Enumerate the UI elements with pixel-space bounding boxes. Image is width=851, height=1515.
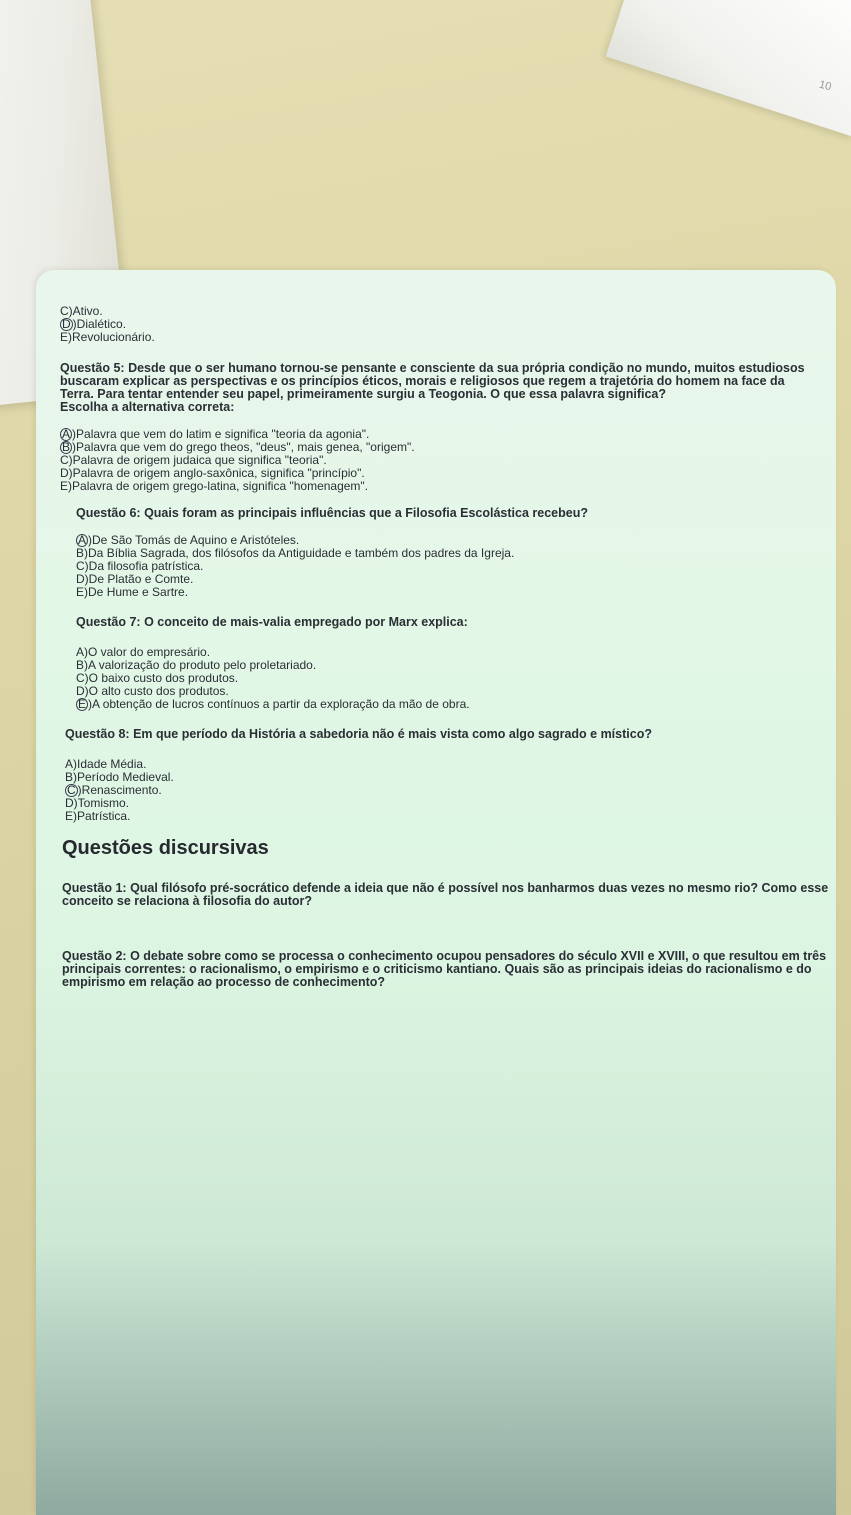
question-7-options <box>76 646 840 711</box>
option-text: Revolucionário. <box>72 330 155 344</box>
option-letter: B <box>65 770 74 784</box>
q5-option-b: B )Palavra que vem do grego theos, "deus", mais genea, "origem". <box>62 440 415 454</box>
option-text: Palavra de origem judaica que significa "teoria". <box>72 453 327 467</box>
option-text: Idade Média. <box>77 757 147 771</box>
option-text: Dialético. <box>76 317 127 331</box>
option-letter: B <box>76 546 85 560</box>
discursive-heading: Questões discursivas <box>62 837 269 859</box>
q6-option-e: E)De Hume e Sartre. <box>76 585 189 599</box>
option-text: O baixo custo dos produtos. <box>88 671 239 685</box>
option-letter: E <box>60 330 69 344</box>
q7-option-b: B)A valorização do produto pelo proletariado. <box>76 658 317 672</box>
option-letter: B <box>76 658 85 672</box>
option-text: Patrística. <box>77 809 131 823</box>
exam-content <box>50 305 840 989</box>
q8-option-a: A)Idade Média. <box>65 757 147 771</box>
discursive-question-1: Questão 1: Qual filósofo pré-socrático defende a ideia que não é possível nos banharmos duas vezes no mesmo rio? Como esse conceito se relaciona à filosofia do autor? <box>62 881 829 908</box>
question-5-title: Questão 5: Desde que o ser humano tornou-se pensante e consciente da sua própria condição no mundo, muitos estudiosos buscaram explicar as perspectivas e os princípios éticos, morais e religiosos que regem a trajetória do homem na face da Terra. Para tentar entender seu papel, primeiramente surgiu a Teogonia. O que essa palavra significa? <box>60 361 805 401</box>
q7-option-c: C)O baixo custo dos produtos. <box>76 671 239 685</box>
question-5-options <box>60 428 810 493</box>
option-text: Palavra que vem do grego theos, "deus", mais genea, "origem". <box>76 440 415 454</box>
question-7 <box>76 616 840 711</box>
q7-option-d: D)O alto custo dos produtos. <box>76 684 229 698</box>
question-5 <box>60 362 810 493</box>
option-text: Palavra de origem anglo-saxônica, significa "princípio". <box>72 466 365 480</box>
option-letter: E <box>65 809 74 823</box>
option-text: De Hume e Sartre. <box>88 585 189 599</box>
option-letter: C <box>67 783 76 797</box>
option-letter: C <box>60 304 69 318</box>
option-letter: C <box>76 559 85 573</box>
q6-option-c: C)Da filosofia patrística. <box>76 559 204 573</box>
option-text: O valor do empresário. <box>88 645 211 659</box>
option-letter: D <box>62 317 71 331</box>
q8-option-d: D)Tomismo. <box>65 796 130 810</box>
option-text: Da filosofia patrística. <box>88 559 204 573</box>
discursive-section <box>62 837 837 989</box>
option-text: O alto custo dos produtos. <box>88 684 229 698</box>
option-letter: D <box>76 572 85 586</box>
option-text: Palavra que vem do latim e significa "teoria da agonia". <box>76 427 370 441</box>
discursive-question-2: Questão 2: O debate sobre como se processa o conhecimento ocupou pensadores do século XVII e XVIII, o que resultou em três principais correntes: o racionalismo, o empirismo e o criticismo kantiano. Quais são as principais ideias do racionalismo e do empirismo em relação ao processo de conhecimento? <box>62 949 827 989</box>
option-text: Palavra de origem grego-latina, significa "homenagem". <box>72 479 369 493</box>
question-5-instruction: Escolha a alternativa correta: <box>60 400 235 414</box>
option-text: Tomismo. <box>77 796 130 810</box>
q4-options <box>60 305 840 344</box>
option-text: A valorização do produto pelo proletariado. <box>88 658 317 672</box>
q5-option-d: D)Palavra de origem anglo-saxônica, significa "princípio". <box>60 466 365 480</box>
q5-option-e: E)Palavra de origem grego-latina, significa "homenagem". <box>60 479 369 493</box>
question-8-options <box>65 758 840 823</box>
option-letter: A <box>62 427 71 441</box>
option-letter: D <box>76 684 85 698</box>
option-letter: E <box>60 479 69 493</box>
option-text: De São Tomás de Aquino e Aristóteles. <box>92 533 300 547</box>
option-letter: E <box>78 697 87 711</box>
q8-option-b: B)Período Medieval. <box>65 770 174 784</box>
q7-option-e: E )A obtenção de lucros contínuos a partir da exploração da mão de obra. <box>78 697 470 711</box>
option-text: Da Bíblia Sagrada, dos filósofos da Antiguidade e também dos padres da Igreja. <box>88 546 515 560</box>
option-letter: A <box>78 533 87 547</box>
q4-option-e: E)Revolucionário. <box>60 330 155 344</box>
option-text: A obtenção de lucros contínuos a partir da exploração da mão de obra. <box>92 697 470 711</box>
option-letter: C <box>60 453 69 467</box>
q8-option-c: C )Renascimento. <box>67 783 162 797</box>
option-letter: D <box>65 796 74 810</box>
page-number: 10 <box>817 78 833 94</box>
question-7-title: Questão 7: O conceito de mais-valia empregado por Marx explica: <box>76 615 468 629</box>
question-6-options <box>76 534 840 599</box>
option-letter: A <box>65 757 74 771</box>
q4-option-d: D )Dialético. <box>62 317 127 331</box>
option-letter: E <box>76 585 85 599</box>
q7-option-a: A)O valor do empresário. <box>76 645 211 659</box>
option-text: Ativo. <box>72 304 103 318</box>
option-text: Período Medieval. <box>77 770 174 784</box>
q4-option-c: C)Ativo. <box>60 304 103 318</box>
option-letter: B <box>62 440 71 454</box>
question-8 <box>65 728 840 823</box>
question-6-title: Questão 6: Quais foram as principais influências que a Filosofia Escolástica recebeu? <box>76 506 588 520</box>
option-letter: A <box>76 645 85 659</box>
q8-option-e: E)Patrística. <box>65 809 131 823</box>
option-text: Renascimento. <box>81 783 162 797</box>
question-6 <box>76 507 840 599</box>
option-letter: D <box>60 466 69 480</box>
option-text: De Platão e Comte. <box>88 572 194 586</box>
question-8-title: Questão 8: Em que período da História a sabedoria não é mais vista como algo sagrado e místico? <box>65 727 652 741</box>
option-letter: C <box>76 671 85 685</box>
q6-option-b: B)Da Bíblia Sagrada, dos filósofos da Antiguidade e também dos padres da Igreja. <box>76 546 515 560</box>
q5-option-a: A )Palavra que vem do latim e significa "teoria da agonia". <box>62 427 370 441</box>
q6-option-d: D)De Platão e Comte. <box>76 572 194 586</box>
q5-option-c: C)Palavra de origem judaica que significa "teoria". <box>60 453 327 467</box>
q6-option-a: A )De São Tomás de Aquino e Aristóteles. <box>78 533 300 547</box>
adjacent-page-corner <box>606 0 851 137</box>
